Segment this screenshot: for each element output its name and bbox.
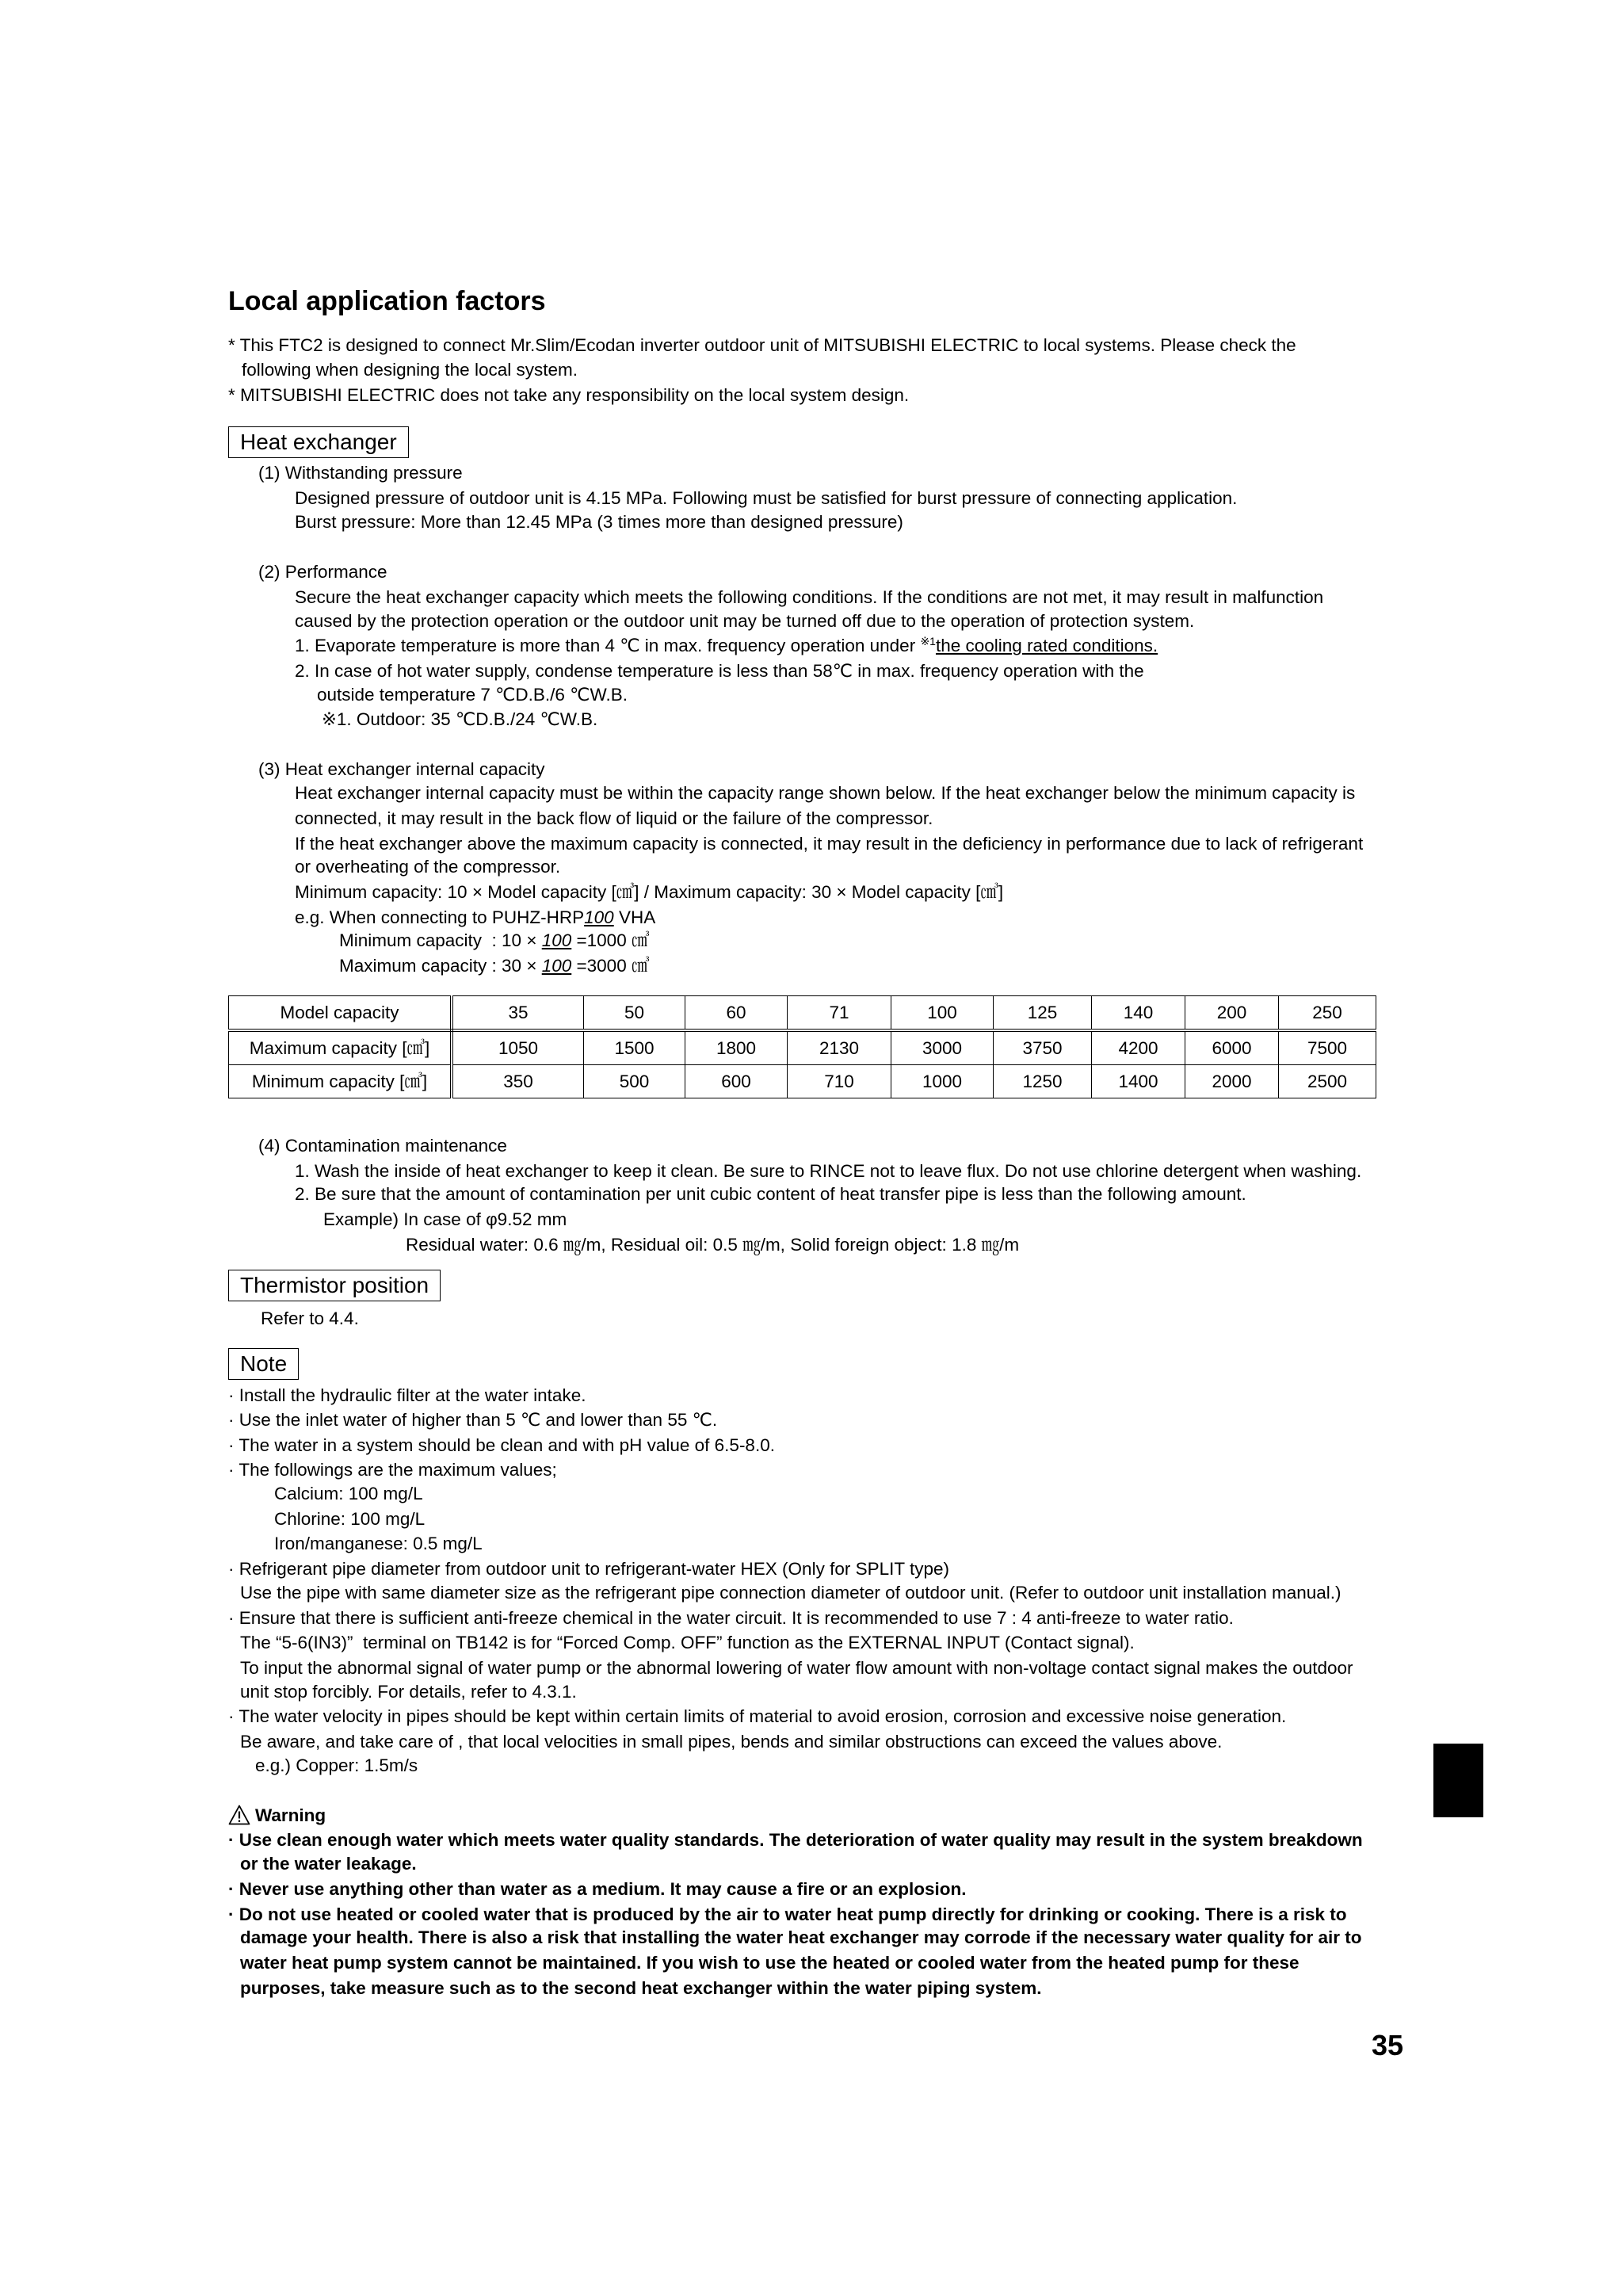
min-model-number: 100 xyxy=(541,930,572,950)
performance-condition-2: 2. In case of hot water supply, condense temperature is less than 58℃ in max. frequency operation with the xyxy=(295,661,1144,681)
max-prefix: Maximum capacity : 30 × xyxy=(339,956,542,976)
table-cell: 200 xyxy=(1185,996,1279,1031)
warning-item: · Never use anything other than water as a medium. It may cause a fire or an explosion. xyxy=(228,1879,967,1899)
performance-text: caused by the protection operation or the outdoor unit may be turned off due to the operation of protection system. xyxy=(295,611,1195,631)
example-minimum-capacity xyxy=(339,928,649,953)
thermistor-position-text: Refer to 4.4. xyxy=(261,1308,359,1328)
warning-triangle-icon xyxy=(228,1805,250,1825)
withstanding-pressure-heading: (1) Withstanding pressure xyxy=(258,463,463,483)
capacity-table xyxy=(228,995,1376,1098)
internal-capacity-text: connected, it may result in the back flow of liquid or the failure of the compressor. xyxy=(295,808,933,828)
table-cell: 1500 xyxy=(584,1030,685,1065)
table-cell: 125 xyxy=(994,996,1092,1031)
table-cell: 7500 xyxy=(1279,1030,1376,1065)
row-label-maximum-capacity: Maximum capacity [㎤] xyxy=(229,1030,452,1065)
example-prefix: e.g. When connecting to PUHZ-HRP xyxy=(295,907,585,927)
table-cell: 1400 xyxy=(1092,1065,1185,1098)
table-cell: 1800 xyxy=(685,1030,788,1065)
example-maximum-capacity xyxy=(339,953,649,978)
table-cell: 6000 xyxy=(1185,1030,1279,1065)
contamination-text: 1. Wash the inside of heat exchanger to keep it clean. Be sure to RINCE not to leave flux. Do not use chlorine detergent when washing. xyxy=(295,1161,1362,1181)
table-cell: 3750 xyxy=(994,1030,1092,1065)
note-item: · The followings are the maximum values; xyxy=(228,1460,557,1480)
thermistor-position-heading: Thermistor position xyxy=(228,1270,441,1301)
note-item-continuation: Use the pipe with same diameter size as the refrigerant pipe connection diameter of outdoor unit. (Refer to outdoor unit installation manual.) xyxy=(240,1583,1341,1603)
withstanding-pressure-text: Burst pressure: More than 12.45 MPa (3 times more than designed pressure) xyxy=(295,512,903,532)
contamination-example: Example) In case of φ9.52 mm xyxy=(323,1209,567,1229)
table-cell: 71 xyxy=(788,996,891,1031)
internal-capacity-text: Heat exchanger internal capacity must be within the capacity range shown below. If the heat exchanger below the minimum capacity is xyxy=(295,783,1356,803)
example-suffix: VHA xyxy=(613,907,656,927)
table-cell: 2130 xyxy=(788,1030,891,1065)
contamination-text: 2. Be sure that the amount of contamination per unit cubic content of heat transfer pipe is less than the following amount. xyxy=(295,1184,1246,1204)
note-item: · Ensure that there is sufficient anti-freeze chemical in the water circuit. It is recommended to use 7 : 4 anti-freeze to water ratio. xyxy=(228,1608,1234,1628)
warning-item-continuation: purposes, take measure such as to the second heat exchanger within the water piping system. xyxy=(240,1978,1042,1998)
note-item: · The water in a system should be clean and with pH value of 6.5-8.0. xyxy=(228,1435,775,1455)
performance-condition-2: outside temperature 7 ℃D.B./6 ℃W.B. xyxy=(317,685,628,705)
warning-item-continuation: water heat pump system cannot be maintained. If you wish to use the heated or cooled water from the heated pump for these xyxy=(240,1953,1300,1973)
row-label-minimum-capacity: Minimum capacity [㎤] xyxy=(229,1065,452,1098)
table-cell: 100 xyxy=(891,996,994,1031)
contamination-limits: Residual water: 0.6 ㎎/m, Residual oil: 0.5 ㎎/m, Solid foreign object: 1.8 ㎎/m xyxy=(406,1235,1020,1255)
performance-text: Secure the heat exchanger capacity which meets the following conditions. If the conditions are not met, it may result in malfunction xyxy=(295,587,1324,607)
contamination-heading: (4) Contamination maintenance xyxy=(258,1136,507,1156)
table-cell: 50 xyxy=(584,996,685,1031)
table-cell: 140 xyxy=(1092,996,1185,1031)
internal-capacity-text: or overheating of the compressor. xyxy=(295,857,561,877)
performance-condition-1 xyxy=(295,633,1158,658)
table-cell: 1050 xyxy=(452,1030,584,1065)
performance-heading: (2) Performance xyxy=(258,562,387,582)
table-row-model-capacity xyxy=(229,996,1376,1031)
condition-1-text: 1. Evaporate temperature is more than 4 ℃ in max. frequency operation under xyxy=(295,636,921,655)
section-tab-marker xyxy=(1433,1744,1483,1817)
page-title: Local application factors xyxy=(228,286,546,316)
max-result: =3000 ㎤ xyxy=(571,956,650,976)
example-model-number: 100 xyxy=(584,907,614,927)
table-cell: 600 xyxy=(685,1065,788,1098)
page-number: 35 xyxy=(1372,2029,1404,2061)
footnote-mark: ※1 xyxy=(920,635,936,648)
table-cell: 2000 xyxy=(1185,1065,1279,1098)
note-item-continuation: Be aware, and take care of , that local velocities in small pipes, bends and similar obstructions can exceed the values above. xyxy=(240,1732,1223,1752)
intro-line: following when designing the local system. xyxy=(242,360,578,380)
note-item-continuation: To input the abnormal signal of water pump or the abnormal lowering of water flow amount with non-voltage contact signal makes the outdoor xyxy=(240,1658,1353,1678)
table-cell: 350 xyxy=(452,1065,584,1098)
note-item: · Refrigerant pipe diameter from outdoor unit to refrigerant-water HEX (Only for SPLIT type) xyxy=(228,1559,949,1579)
warning-item-continuation: or the water leakage. xyxy=(240,1854,417,1874)
row-label-model-capacity: Model capacity xyxy=(229,996,452,1031)
note-item: · Install the hydraulic filter at the water intake. xyxy=(228,1385,586,1405)
warning-item: · Do not use heated or cooled water that is produced by the air to water heat pump directly for drinking or cooking. There is a risk to xyxy=(228,1904,1347,1924)
note-sub-item: Chlorine: 100 mg/L xyxy=(274,1509,426,1529)
max-model-number: 100 xyxy=(541,956,572,976)
note-sub-item: Iron/manganese: 0.5 mg/L xyxy=(274,1534,483,1553)
table-row-minimum-capacity xyxy=(229,1065,1376,1098)
performance-footnote: ※1. Outdoor: 35 ℃D.B./24 ℃W.B. xyxy=(322,709,598,729)
note-item-continuation: e.g.) Copper: 1.5m/s xyxy=(255,1755,418,1775)
cooling-rated-conditions-text: the cooling rated conditions. xyxy=(935,636,1158,655)
note-heading: Note xyxy=(228,1348,299,1380)
note-item-continuation: The “5-6(IN3)” terminal on TB142 is for “Forced Comp. OFF” function as the EXTERNAL INPUT (Contact signal). xyxy=(240,1633,1135,1652)
capacity-example xyxy=(295,905,655,930)
table-cell: 1000 xyxy=(891,1065,994,1098)
note-item: · The water velocity in pipes should be kept within certain limits of material to avoid erosion, corrosion and excessive noise generation. xyxy=(228,1706,1287,1726)
note-item-continuation: unit stop forcibly. For details, refer to 4.3.1. xyxy=(240,1682,577,1702)
table-cell: 3000 xyxy=(891,1030,994,1065)
table-cell: 4200 xyxy=(1092,1030,1185,1065)
note-item: · Use the inlet water of higher than 5 ℃ and lower than 55 ℃. xyxy=(228,1410,718,1430)
heat-exchanger-heading: Heat exchanger xyxy=(228,426,409,458)
table-cell: 1250 xyxy=(994,1065,1092,1098)
intro-line: * This FTC2 is designed to connect Mr.Slim/Ecodan inverter outdoor unit of MITSUBISHI ELECTRIC to local systems. Please check the xyxy=(228,335,1296,355)
min-result: =1000 ㎤ xyxy=(571,930,650,950)
table-cell: 250 xyxy=(1279,996,1376,1031)
warning-item: · Use clean enough water which meets water quality standards. The deterioration of water quality may result in the system breakdown xyxy=(228,1830,1363,1850)
note-sub-item: Calcium: 100 mg/L xyxy=(274,1484,423,1503)
table-cell: 60 xyxy=(685,996,788,1031)
table-cell: 710 xyxy=(788,1065,891,1098)
table-cell: 500 xyxy=(584,1065,685,1098)
capacity-table-body xyxy=(229,996,1376,1098)
internal-capacity-heading: (3) Heat exchanger internal capacity xyxy=(258,759,545,779)
table-row-maximum-capacity xyxy=(229,1030,1376,1065)
intro-line: * MITSUBISHI ELECTRIC does not take any responsibility on the local system design. xyxy=(228,385,910,405)
table-cell: 35 xyxy=(452,996,584,1031)
table-cell: 2500 xyxy=(1279,1065,1376,1098)
withstanding-pressure-text: Designed pressure of outdoor unit is 4.15 MPa. Following must be satisfied for burst pressure of connecting application. xyxy=(295,488,1238,508)
min-prefix: Minimum capacity : 10 × xyxy=(339,930,542,950)
internal-capacity-text: If the heat exchanger above the maximum capacity is connected, it may result in the deficiency in performance due to lack of refrigerant xyxy=(295,834,1364,854)
warning-item-continuation: damage your health. There is also a risk that installing the water heat exchanger may corrode if the necessary water quality for air to xyxy=(240,1927,1362,1947)
capacity-formula: Minimum capacity: 10 × Model capacity [㎤] / Maximum capacity: 30 × Model capacity [㎤] xyxy=(295,882,1004,902)
warning-heading: Warning xyxy=(255,1805,326,1825)
